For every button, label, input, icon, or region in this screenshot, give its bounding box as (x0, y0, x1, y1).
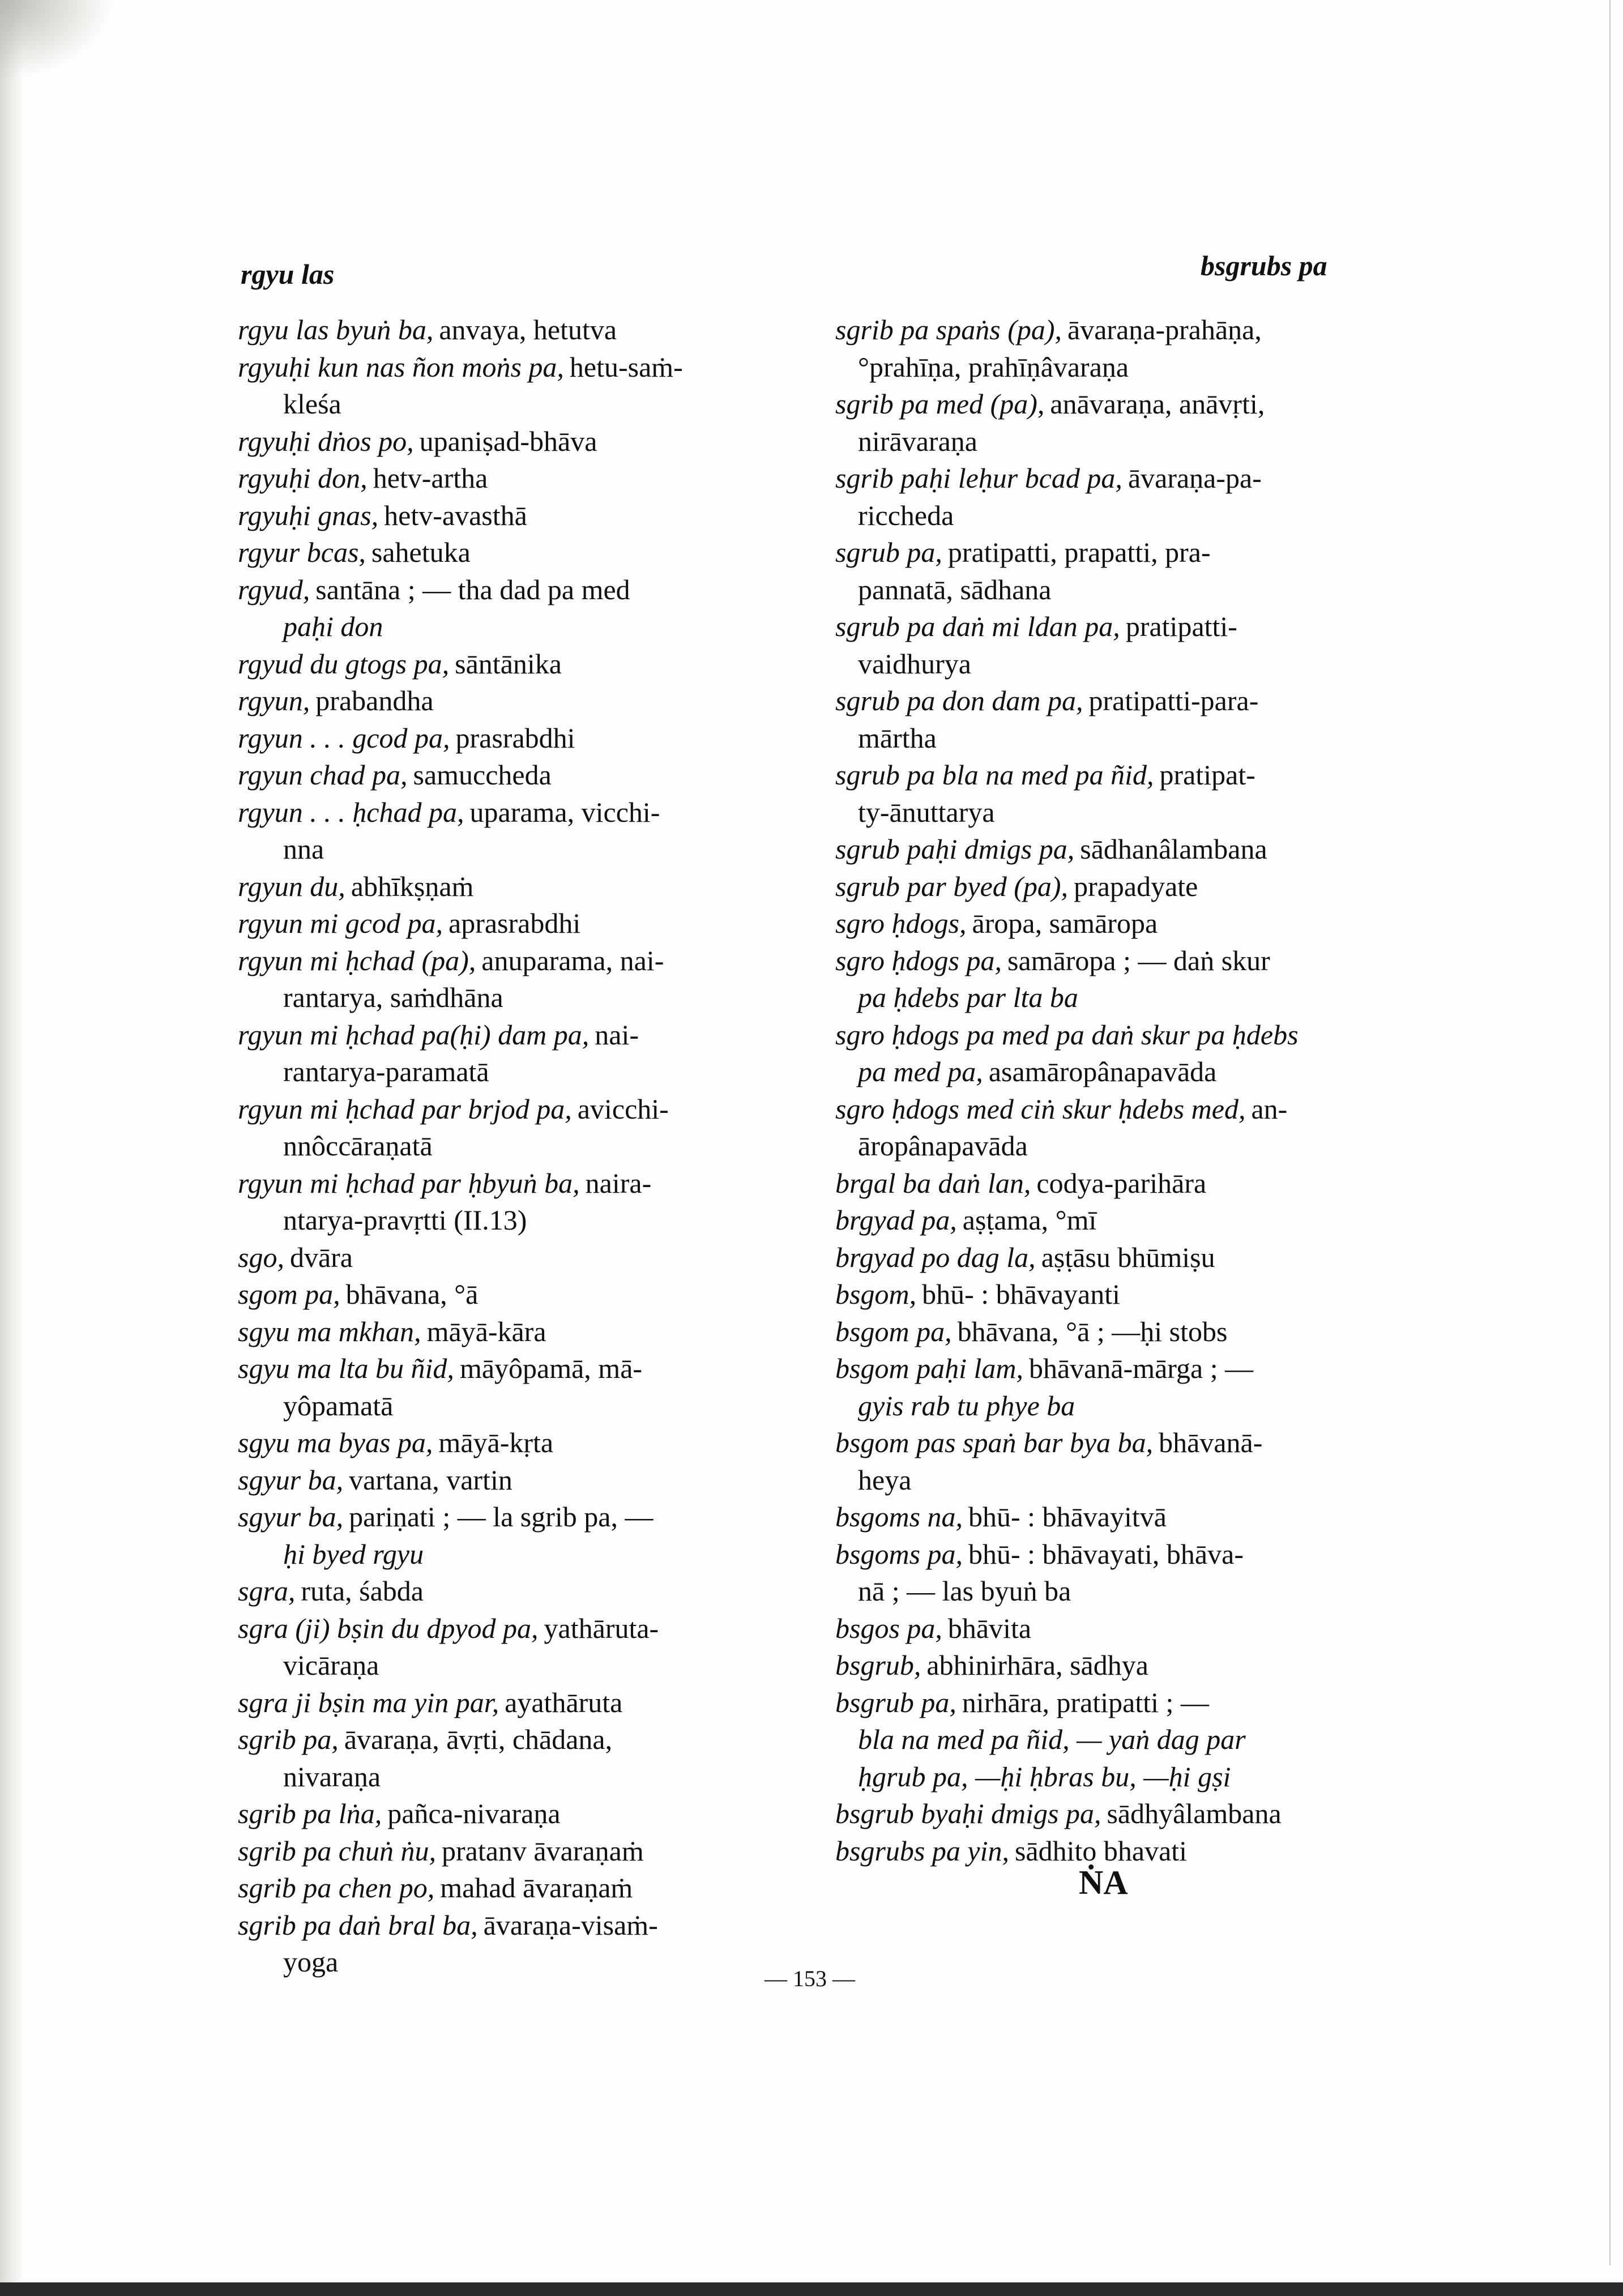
sanskrit-equivalent: pannatā, sādhana (858, 573, 1052, 605)
sanskrit-equivalent: vicāraṇa (283, 1649, 379, 1681)
sanskrit-equivalent: āvaraṇa-prahāṇa, (1067, 314, 1262, 345)
sanskrit-equivalent: nnôccāraṇatā (283, 1130, 433, 1162)
sanskrit-equivalent: avicchi- (577, 1092, 669, 1125)
dictionary-entry-line (835, 979, 1402, 1017)
dictionary-entry-line (835, 1053, 1402, 1091)
sanskrit-equivalent: prasrabdhi (455, 722, 575, 754)
dictionary-entry-line (238, 1053, 804, 1091)
tibetan-term: rgyun . . . gcod pa, (238, 722, 450, 754)
sanskrit-equivalent: anāvaraṇa, anāvṛti, (1050, 388, 1265, 420)
dictionary-entry-line (238, 1313, 804, 1351)
sanskrit-equivalent: āvaraṇa-pa- (1127, 462, 1262, 494)
dictionary-entry-line (835, 460, 1402, 497)
sanskrit-equivalent: santāna ; — tha dad pa med (315, 573, 630, 605)
sanskrit-equivalent: upaniṣad-bhāva (419, 425, 597, 457)
sanskrit-equivalent: uparama, vicchi- (469, 796, 660, 828)
sanskrit-equivalent: samāropa ; — daṅ skur (1007, 944, 1270, 976)
page-number: — 153 — (764, 1966, 855, 1991)
dictionary-entry-line (835, 1276, 1402, 1313)
dictionary-entry-line (835, 942, 1402, 980)
sanskrit-equivalent: āvaraṇa-visaṁ- (483, 1909, 658, 1941)
dictionary-entry-line (835, 1684, 1402, 1722)
sanskrit-equivalent: bhāvita (947, 1612, 1032, 1644)
tibetan-term: sgrub par byed (pa), (835, 870, 1069, 902)
sanskrit-equivalent: nivaraṇa (283, 1760, 381, 1793)
dictionary-entry-line (835, 349, 1402, 386)
sanskrit-equivalent: heya (858, 1463, 912, 1496)
sanskrit-equivalent: anvaya, hetutva (439, 314, 617, 345)
dictionary-entry-line (238, 905, 804, 942)
dictionary-entry-line (835, 1388, 1402, 1425)
tibetan-term: sgyur ba, (238, 1501, 344, 1533)
sanskrit-equivalent: māyā-kāra (426, 1315, 546, 1347)
dictionary-entry-line (835, 311, 1402, 349)
dictionary-entry-line (238, 1573, 804, 1610)
tibetan-term: bsgoms pa, (835, 1538, 963, 1570)
dictionary-entry-line (238, 608, 804, 646)
tibetan-term: rgyuḥi gnas, (238, 499, 379, 531)
left-column (238, 311, 804, 1981)
tibetan-term: sgrib pa chuṅ ṅu, (238, 1834, 436, 1867)
sanskrit-equivalent: ntarya-pravṛtti (II.13) (283, 1204, 527, 1236)
tibetan-term: sgrib pa med (pa), (835, 388, 1045, 420)
dictionary-entry-line (238, 720, 804, 757)
sanskrit-equivalent: āropânapavāda (858, 1130, 1028, 1162)
tibetan-term: sgyur ba, (238, 1463, 344, 1496)
sanskrit-equivalent: ty-ānuttarya (858, 796, 995, 828)
dictionary-entry-line (238, 311, 804, 349)
dictionary-entry-line (835, 1091, 1402, 1128)
dictionary-entry-line (238, 1202, 804, 1239)
tibetan-term: sgom pa, (238, 1278, 340, 1310)
dictionary-entry-line (835, 1350, 1402, 1388)
dictionary-entry-line (238, 534, 804, 571)
dictionary-entry-line (835, 534, 1402, 571)
sanskrit-equivalent: pratipatti-para- (1088, 685, 1259, 716)
dictionary-entry-line (238, 1610, 804, 1648)
running-head-right: bsgrubs pa (1201, 250, 1327, 281)
dictionary-entry-line (238, 1944, 804, 1981)
sanskrit-equivalent: pariṇati ; — la sgrib pa, — (349, 1501, 654, 1533)
dictionary-entry-line (835, 608, 1402, 646)
sanskrit-equivalent: nirhāra, pratipatti ; — (962, 1686, 1209, 1718)
tibetan-term: sgrub pa daṅ mi ldan pa, (835, 611, 1120, 642)
tibetan-term: bsgrub byaḥi dmigs pa, (835, 1798, 1101, 1829)
dictionary-entry-line (835, 1239, 1402, 1277)
sanskrit-equivalent: dvāra (289, 1241, 353, 1273)
sanskrit-equivalent: rantarya, saṁdhāna (283, 981, 503, 1013)
sanskrit-equivalent: prabandha (315, 685, 434, 716)
dictionary-entry-line (238, 979, 804, 1017)
dictionary-entry-line (238, 423, 804, 460)
tibetan-term: brgyad pa, (835, 1204, 957, 1236)
dictionary-entry-line (238, 757, 804, 794)
tibetan-term: sgra ji bṣin ma yin par, (238, 1686, 499, 1718)
tibetan-term: rgyuḥi don, (238, 462, 368, 494)
dictionary-entry-line (238, 1462, 804, 1499)
sanskrit-equivalent: aṣṭāsu bhūmiṣu (1041, 1241, 1215, 1273)
dictionary-entry-line (238, 571, 804, 609)
scan-shadow-corner (0, 0, 113, 79)
sanskrit-equivalent: vaidhurya (858, 647, 971, 680)
tibetan-term: sgrib pa spaṅs (pa), (835, 314, 1062, 345)
sanskrit-equivalent: abhīkṣṇaṁ (351, 870, 474, 902)
sanskrit-equivalent: pratipat- (1159, 759, 1255, 791)
sanskrit-equivalent: nai- (595, 1018, 639, 1051)
sanskrit-equivalent: bhū- : bhāvayati, bhāva- (968, 1538, 1244, 1570)
dictionary-entry-line (835, 1017, 1402, 1054)
dictionary-entry-line (238, 1128, 804, 1165)
dictionary-entry-line (835, 682, 1402, 720)
dictionary-entry-line (238, 1239, 804, 1277)
tibetan-term: rgyun mi ḥchad par brjod pa, (238, 1092, 572, 1125)
tibetan-term: sgyu ma mkhan, (238, 1315, 421, 1347)
tibetan-term: rgyud, (238, 573, 310, 605)
dictionary-entry-line (238, 1759, 804, 1796)
sanskrit-equivalent: bhū- : bhāvayitvā (968, 1501, 1167, 1533)
tibetan-term: rgyur bcas, (238, 536, 366, 568)
tibetan-term: sgrib pa daṅ bral ba, (238, 1909, 478, 1941)
dictionary-entry-line (238, 1721, 804, 1759)
sanskrit-equivalent: bhāvanā- (1159, 1427, 1263, 1458)
dictionary-entry-line (835, 1165, 1402, 1202)
dictionary-entry-line (835, 831, 1402, 868)
sanskrit-equivalent: codya-parihāra (1036, 1167, 1207, 1199)
sanskrit-equivalent: rantarya-paramatā (283, 1056, 489, 1087)
sanskrit-equivalent: māyā-kṛta (438, 1427, 554, 1458)
tibetan-term: sgrub pa don dam pa, (835, 685, 1083, 716)
tibetan-term: rgyun . . . ḥchad pa, (238, 796, 464, 828)
sanskrit-equivalent: sādhyâlambana (1107, 1798, 1282, 1829)
sanskrit-equivalent: hetu-saṁ- (569, 351, 683, 383)
dictionary-entry-line (835, 1462, 1402, 1499)
tibetan-term: sgyu ma byas pa, (238, 1427, 433, 1458)
tibetan-term: ḥgrub pa, —ḥi ḥbras bu, —ḥi gṣi (858, 1760, 1231, 1793)
dictionary-entry-line (835, 905, 1402, 942)
dictionary-entry-line (835, 1128, 1402, 1165)
tibetan-term: rgyu las byuṅ ba, (238, 314, 434, 345)
tibetan-term: sgrib pa lṅa, (238, 1798, 382, 1829)
tibetan-term: paḥi don (283, 611, 383, 642)
sanskrit-equivalent: abhinirhāra, sādhya (926, 1649, 1148, 1681)
dictionary-entry-line (238, 1684, 804, 1722)
sanskrit-equivalent: nirāvaraṇa (858, 425, 977, 457)
tibetan-term: rgyun mi ḥchad pa(ḥi) dam pa, (238, 1018, 590, 1051)
dictionary-entry-line (238, 942, 804, 980)
sanskrit-equivalent: hetv-avasthā (384, 499, 527, 531)
dictionary-entry-line (835, 1313, 1402, 1351)
dictionary-entry-line (238, 794, 804, 831)
dictionary-entry-line (835, 1202, 1402, 1239)
dictionary-entry-line (835, 757, 1402, 794)
tibetan-term: sgyu ma lta bu ñid, (238, 1352, 454, 1384)
sanskrit-equivalent: yoga (283, 1946, 339, 1978)
sanskrit-equivalent: nna (283, 833, 324, 865)
tibetan-term: pa med pa, (858, 1056, 983, 1087)
sanskrit-equivalent: samuccheda (413, 759, 552, 791)
tibetan-term: ḥi byed rgyu (283, 1538, 424, 1570)
sanskrit-equivalent: asamāropânapavāda (988, 1056, 1217, 1087)
dictionary-entry-line (835, 497, 1402, 535)
tibetan-term: sgrub pa bla na med pa ñid, (835, 759, 1154, 791)
dictionary-entry-line (238, 831, 804, 868)
sanskrit-equivalent: bhāvana, °ā ; —ḥi stobs (957, 1315, 1228, 1347)
tibetan-term: sgra (ji) bṣin du dpyod pa, (238, 1612, 539, 1644)
tibetan-term: sgrib pa, (238, 1723, 339, 1755)
sanskrit-equivalent: naira- (585, 1167, 652, 1199)
sanskrit-equivalent: bhāvanā-mārga ; — (1028, 1352, 1254, 1384)
tibetan-term: bsgoms na, (835, 1501, 963, 1533)
dictionary-entry-line (238, 1165, 804, 1202)
dictionary-entry-line (835, 1499, 1402, 1536)
dictionary-entry-line (238, 1499, 804, 1536)
tibetan-term: rgyun mi ḥchad (pa), (238, 944, 476, 976)
tibetan-term: pa ḥdebs par lta ba (858, 981, 1078, 1013)
sanskrit-equivalent: sādhanâlambana (1080, 833, 1267, 865)
tibetan-term: bsgom pas spaṅ bar bya ba, (835, 1427, 1154, 1458)
tibetan-term: sgrub paḥi dmigs pa, (835, 833, 1075, 865)
sanskrit-equivalent: yôpamatā (283, 1389, 394, 1422)
dictionary-entry-line (238, 386, 804, 423)
sanskrit-equivalent: riccheda (858, 499, 954, 531)
dictionary-entry-line (238, 1536, 804, 1573)
dictionary-entry-line (835, 571, 1402, 609)
dictionary-entry-line (835, 1424, 1402, 1462)
tibetan-term: rgyun mi ḥchad par ḥbyuṅ ba, (238, 1167, 580, 1199)
sanskrit-equivalent: āropa, samāropa (972, 907, 1158, 939)
sanskrit-equivalent: kleśa (283, 388, 341, 420)
dictionary-entry-line (238, 1647, 804, 1684)
sanskrit-equivalent: sahetuka (371, 536, 471, 568)
dictionary-entry-line (238, 1276, 804, 1313)
tibetan-term: bla na med pa ñid, — yaṅ dag par (858, 1723, 1246, 1755)
sanskrit-equivalent: nā ; — las byuṅ ba (858, 1575, 1071, 1607)
sanskrit-equivalent: bhāvana, °ā (345, 1278, 479, 1310)
tibetan-term: rgyuḥi kun nas ñon moṅs pa, (238, 351, 564, 383)
dictionary-entry-line (835, 423, 1402, 460)
dictionary-entry-line (835, 1573, 1402, 1610)
tibetan-term: bsgom paḥi lam, (835, 1352, 1023, 1384)
dictionary-entry-line (835, 1759, 1402, 1796)
dictionary-entry-line (238, 497, 804, 535)
sanskrit-equivalent: pratipatti, prapatti, pra- (947, 536, 1211, 568)
dictionary-entry-line (835, 868, 1402, 906)
sanskrit-equivalent: āvaraṇa, āvṛti, chādana, (344, 1723, 613, 1755)
dictionary-entry-line (238, 1091, 804, 1128)
sanskrit-equivalent: °prahīṇa, prahīṇâvaraṇa (858, 351, 1129, 383)
sanskrit-equivalent: mārtha (858, 722, 937, 754)
tibetan-term: brgal ba daṅ lan, (835, 1167, 1031, 1199)
sanskrit-equivalent: ayathāruta (505, 1686, 623, 1718)
tibetan-term: bsgom pa, (835, 1315, 952, 1347)
sanskrit-equivalent: sāntānika (455, 647, 562, 680)
sanskrit-equivalent: mahad āvaraṇaṁ (440, 1872, 633, 1904)
sanskrit-equivalent: pratipatti- (1125, 611, 1237, 642)
sanskrit-equivalent: māyôpamā, mā- (459, 1352, 643, 1384)
dictionary-entry-line (238, 1017, 804, 1054)
sanskrit-equivalent: sādhito bhavati (1014, 1834, 1188, 1867)
dictionary-entry-line (238, 460, 804, 497)
sanskrit-equivalent: prapadyate (1074, 870, 1198, 902)
scan-edge-bottom (0, 2282, 1623, 2296)
sanskrit-equivalent: aṣṭama, °mī (962, 1204, 1097, 1236)
tibetan-term: sgro ḥdogs pa, (835, 944, 1002, 976)
dictionary-entry-line (835, 794, 1402, 831)
sanskrit-equivalent: hetv-artha (373, 462, 488, 494)
tibetan-term: bsgrub pa, (835, 1686, 956, 1718)
tibetan-term: rgyuḥi dṅos po, (238, 425, 414, 457)
dictionary-entry-line (238, 349, 804, 386)
sanskrit-equivalent: an- (1251, 1092, 1288, 1125)
tibetan-term: rgyun du, (238, 870, 345, 902)
sanskrit-equivalent: pañca-nivaraṇa (387, 1798, 561, 1829)
dictionary-entry-line (835, 646, 1402, 683)
sanskrit-equivalent: anuparama, nai- (481, 944, 664, 976)
dictionary-entry-line (835, 1795, 1402, 1833)
sanskrit-equivalent: ruta, śabda (301, 1575, 424, 1607)
tibetan-term: sgro ḥdogs med ciṅ skur ḥdebs med, (835, 1092, 1246, 1125)
tibetan-term: brgyad po dag la, (835, 1241, 1036, 1273)
dictionary-entry-line (238, 1424, 804, 1462)
dictionary-entry-line (238, 1795, 804, 1833)
tibetan-term: rgyun chad pa, (238, 759, 408, 791)
dictionary-entry-line (238, 1350, 804, 1388)
dictionary-entry-line (238, 1833, 804, 1870)
tibetan-term: rgyun, (238, 685, 310, 716)
tibetan-term: bsgrubs pa yin, (835, 1834, 1009, 1867)
tibetan-term: gyis rab tu phye ba (858, 1389, 1075, 1422)
running-head-left: rgyu las (241, 258, 335, 290)
tibetan-term: sgro ḥdogs pa med pa daṅ skur pa ḥdebs (835, 1018, 1299, 1051)
tibetan-term: rgyud du gtogs pa, (238, 647, 450, 680)
dictionary-entry-line (835, 1647, 1402, 1684)
scan-edge-right (1609, 0, 1611, 2265)
section-heading: ṄA (1079, 1864, 1128, 1901)
sanskrit-equivalent: yathāruta- (544, 1612, 659, 1644)
tibetan-term: bsgom, (835, 1278, 917, 1310)
dictionary-entry-line (238, 868, 804, 906)
tibetan-term: sgrib pa chen po, (238, 1872, 435, 1904)
sanskrit-equivalent: vartana, vartin (349, 1463, 512, 1496)
dictionary-entry-line (238, 1907, 804, 1944)
dictionary-entry-line (835, 1721, 1402, 1759)
tibetan-term: sgo, (238, 1241, 284, 1273)
tibetan-term: sgrub pa, (835, 536, 942, 568)
tibetan-term: rgyun mi gcod pa, (238, 907, 443, 939)
dictionary-entry-line (238, 1388, 804, 1425)
sanskrit-equivalent: bhū- : bhāvayanti (922, 1278, 1120, 1310)
dictionary-entry-line (238, 646, 804, 683)
dictionary-entry-line (238, 682, 804, 720)
sanskrit-equivalent: aprasrabdhi (449, 907, 581, 939)
scan-shadow-left (0, 0, 23, 2296)
tibetan-term: sgrib paḥi leḥur bcad pa, (835, 462, 1122, 494)
tibetan-term: sgro ḥdogs, (835, 907, 967, 939)
tibetan-term: bsgrub, (835, 1649, 921, 1681)
right-column (835, 311, 1402, 1870)
dictionary-entry-line (835, 1610, 1402, 1648)
tibetan-term: sgra, (238, 1575, 296, 1607)
sanskrit-equivalent: pratanv āvaraṇaṁ (442, 1834, 644, 1867)
dictionary-entry-line (835, 720, 1402, 757)
dictionary-entry-line (835, 386, 1402, 423)
tibetan-term: bsgos pa, (835, 1612, 942, 1644)
dictionary-entry-line (835, 1536, 1402, 1573)
dictionary-entry-line (238, 1870, 804, 1907)
